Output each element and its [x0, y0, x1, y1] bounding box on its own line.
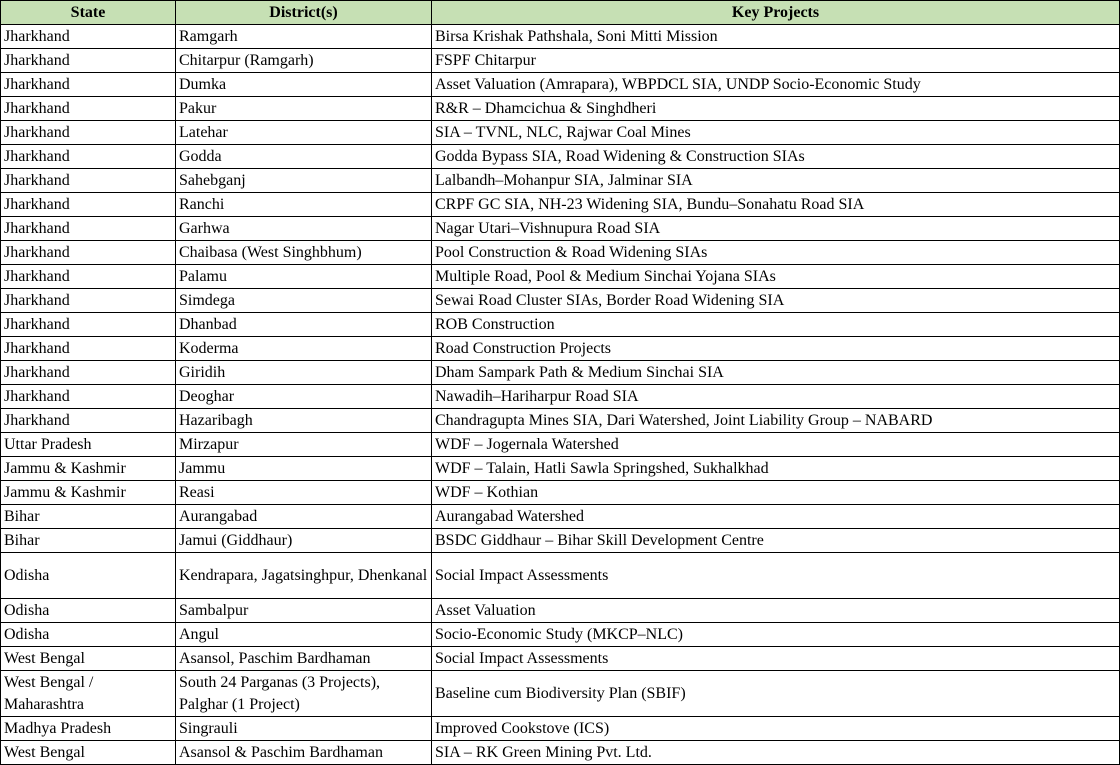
- cell-projects: CRPF GC SIA, NH-23 Widening SIA, Bundu–Sonahatu Road SIA: [432, 193, 1120, 217]
- cell-state: Bihar: [1, 505, 176, 529]
- cell-state: Odisha: [1, 599, 176, 623]
- cell-district: Pakur: [176, 97, 432, 121]
- table-row: [1, 73, 1120, 97]
- table-row: [1, 241, 1120, 265]
- cell-district: Asansol, Paschim Bardhaman: [176, 647, 432, 671]
- cell-state: Jharkhand: [1, 241, 176, 265]
- cell-district: Ramgarh: [176, 25, 432, 49]
- cell-state: Odisha: [1, 553, 176, 599]
- table-row: [1, 409, 1120, 433]
- cell-projects: FSPF Chitarpur: [432, 49, 1120, 73]
- cell-projects: Asset Valuation (Amrapara), WBPDCL SIA, UNDP Socio-Economic Study: [432, 73, 1120, 97]
- table-body: [1, 25, 1120, 765]
- table-row: [1, 717, 1120, 741]
- cell-projects: Baseline cum Biodiversity Plan (SBIF): [432, 671, 1120, 717]
- cell-state: Jharkhand: [1, 385, 176, 409]
- cell-state: West Bengal: [1, 647, 176, 671]
- cell-district: Jammu: [176, 457, 432, 481]
- cell-projects: Godda Bypass SIA, Road Widening & Construction SIAs: [432, 145, 1120, 169]
- cell-state: Jharkhand: [1, 265, 176, 289]
- header-row: [1, 1, 1120, 25]
- cell-projects: SIA – TVNL, NLC, Rajwar Coal Mines: [432, 121, 1120, 145]
- cell-state: Jammu & Kashmir: [1, 481, 176, 505]
- cell-projects: Asset Valuation: [432, 599, 1120, 623]
- cell-projects: Multiple Road, Pool & Medium Sinchai Yojana SIAs: [432, 265, 1120, 289]
- table-row: [1, 313, 1120, 337]
- cell-projects: Lalbandh–Mohanpur SIA, Jalminar SIA: [432, 169, 1120, 193]
- table-row: [1, 337, 1120, 361]
- cell-state: Madhya Pradesh: [1, 717, 176, 741]
- table-row: [1, 25, 1120, 49]
- cell-district: Giridih: [176, 361, 432, 385]
- cell-projects: WDF – Kothian: [432, 481, 1120, 505]
- table-row: [1, 361, 1120, 385]
- table-row: [1, 741, 1120, 765]
- cell-state: Jharkhand: [1, 313, 176, 337]
- table-row: [1, 385, 1120, 409]
- cell-projects: ROB Construction: [432, 313, 1120, 337]
- cell-state: Jharkhand: [1, 217, 176, 241]
- header-state: State: [1, 1, 176, 25]
- cell-district: Angul: [176, 623, 432, 647]
- cell-projects: Dham Sampark Path & Medium Sinchai SIA: [432, 361, 1120, 385]
- cell-projects: Social Impact Assessments: [432, 553, 1120, 599]
- cell-projects: SIA – RK Green Mining Pvt. Ltd.: [432, 741, 1120, 765]
- cell-state: Uttar Pradesh: [1, 433, 176, 457]
- cell-state: Jharkhand: [1, 145, 176, 169]
- table-row: [1, 265, 1120, 289]
- cell-projects: Chandragupta Mines SIA, Dari Watershed, Joint Liability Group – NABARD: [432, 409, 1120, 433]
- cell-projects: Nawadih–Hariharpur Road SIA: [432, 385, 1120, 409]
- table-row: [1, 217, 1120, 241]
- table-row: [1, 145, 1120, 169]
- table-row: [1, 623, 1120, 647]
- cell-state: Jharkhand: [1, 337, 176, 361]
- table-row: [1, 433, 1120, 457]
- cell-district: Mirzapur: [176, 433, 432, 457]
- cell-state: Jharkhand: [1, 169, 176, 193]
- cell-district: Kendrapara, Jagatsinghpur, Dhenkanal: [176, 553, 432, 599]
- table-row: [1, 529, 1120, 553]
- cell-projects: WDF – Jogernala Watershed: [432, 433, 1120, 457]
- table-row: [1, 599, 1120, 623]
- cell-district: Koderma: [176, 337, 432, 361]
- cell-district: Dumka: [176, 73, 432, 97]
- cell-district: Palamu: [176, 265, 432, 289]
- cell-district: Simdega: [176, 289, 432, 313]
- table-row: [1, 121, 1120, 145]
- cell-district: Latehar: [176, 121, 432, 145]
- cell-state: Jharkhand: [1, 121, 176, 145]
- cell-district: Dhanbad: [176, 313, 432, 337]
- cell-projects: BSDC Giddhaur – Bihar Skill Development Centre: [432, 529, 1120, 553]
- cell-district: Garhwa: [176, 217, 432, 241]
- cell-district: Jamui (Giddhaur): [176, 529, 432, 553]
- table-row: [1, 553, 1120, 599]
- cell-state: Jharkhand: [1, 97, 176, 121]
- cell-projects: Social Impact Assessments: [432, 647, 1120, 671]
- table-row: [1, 671, 1120, 717]
- table-row: [1, 97, 1120, 121]
- table-row: [1, 193, 1120, 217]
- table-row: [1, 647, 1120, 671]
- cell-state: Odisha: [1, 623, 176, 647]
- cell-state: Jharkhand: [1, 289, 176, 313]
- cell-projects: Socio-Economic Study (MKCP–NLC): [432, 623, 1120, 647]
- cell-district: South 24 Parganas (3 Projects), Palghar (1 Project): [176, 671, 432, 717]
- cell-projects: Birsa Krishak Pathshala, Soni Mitti Mission: [432, 25, 1120, 49]
- cell-projects: Improved Cookstove (ICS): [432, 717, 1120, 741]
- cell-state: Jharkhand: [1, 73, 176, 97]
- cell-district: Ranchi: [176, 193, 432, 217]
- cell-state: West Bengal / Maharashtra: [1, 671, 176, 717]
- cell-state: Jammu & Kashmir: [1, 457, 176, 481]
- cell-projects: Sewai Road Cluster SIAs, Border Road Widening SIA: [432, 289, 1120, 313]
- table-row: [1, 289, 1120, 313]
- table-row: [1, 49, 1120, 73]
- cell-district: Asansol & Paschim Bardhaman: [176, 741, 432, 765]
- cell-district: Godda: [176, 145, 432, 169]
- cell-projects: Road Construction Projects: [432, 337, 1120, 361]
- table-row: [1, 505, 1120, 529]
- cell-projects: Pool Construction & Road Widening SIAs: [432, 241, 1120, 265]
- cell-state: Jharkhand: [1, 409, 176, 433]
- cell-state: Jharkhand: [1, 49, 176, 73]
- cell-district: Chitarpur (Ramgarh): [176, 49, 432, 73]
- cell-district: Aurangabad: [176, 505, 432, 529]
- cell-projects: Nagar Utari–Vishnupura Road SIA: [432, 217, 1120, 241]
- cell-district: Singrauli: [176, 717, 432, 741]
- header-key-projects: Key Projects: [432, 1, 1120, 25]
- table-row: [1, 481, 1120, 505]
- cell-projects: WDF – Talain, Hatli Sawla Springshed, Sukhalkhad: [432, 457, 1120, 481]
- table-row: [1, 169, 1120, 193]
- cell-district: Reasi: [176, 481, 432, 505]
- cell-state: Jharkhand: [1, 25, 176, 49]
- header-districts: District(s): [176, 1, 432, 25]
- cell-district: Hazaribagh: [176, 409, 432, 433]
- cell-district: Sambalpur: [176, 599, 432, 623]
- cell-state: West Bengal: [1, 741, 176, 765]
- cell-state: Bihar: [1, 529, 176, 553]
- table-row: [1, 457, 1120, 481]
- cell-state: Jharkhand: [1, 193, 176, 217]
- cell-district: Chaibasa (West Singhbhum): [176, 241, 432, 265]
- cell-state: Jharkhand: [1, 361, 176, 385]
- cell-projects: R&R – Dhamcichua & Singhdheri: [432, 97, 1120, 121]
- cell-projects: Aurangabad Watershed: [432, 505, 1120, 529]
- cell-district: Deoghar: [176, 385, 432, 409]
- cell-district: Sahebganj: [176, 169, 432, 193]
